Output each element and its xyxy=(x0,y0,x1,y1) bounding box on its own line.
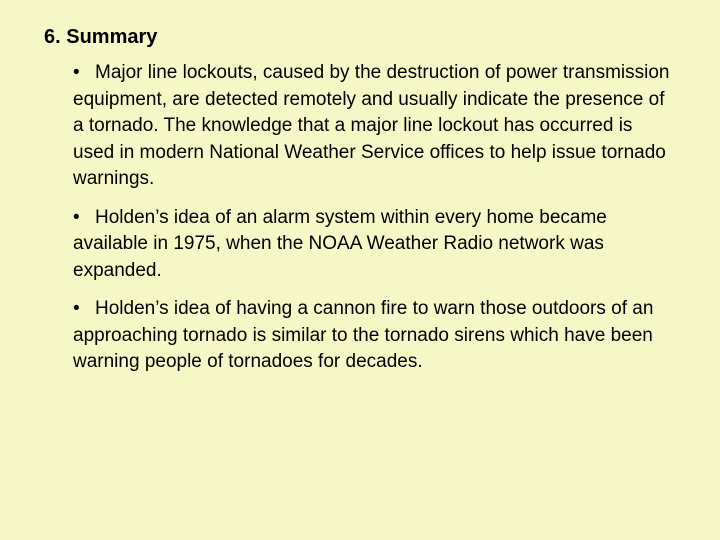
bullet-marker: • xyxy=(73,62,80,83)
bullet-item xyxy=(73,296,673,376)
bullet-marker: • xyxy=(73,206,80,228)
bullet-item xyxy=(73,60,673,193)
bullet-marker: • xyxy=(73,298,80,319)
bullet-text: Holden’s idea of having a cannon fire to warn those outdoors of an approaching tornado is similar to the tornado sirens which have been warning people of tornadoes for decades. xyxy=(73,298,654,372)
bullet-text: Holden’s idea of an alarm system within every home became available in 1975, when the NOAA Weather Radio network was expanded. xyxy=(73,206,607,281)
bullet-item xyxy=(73,205,673,285)
bullet-list xyxy=(73,60,673,388)
slide-title: 6. Summary xyxy=(44,26,158,48)
bullet-text: Major line lockouts, caused by the destruction of power transmission equipment, are detected remotely and usually indicate the presence of a tornado. The knowledge that a major line lockout has occurred is used in modern National Weather Service offices to help issue tornado warnings. xyxy=(73,62,670,189)
